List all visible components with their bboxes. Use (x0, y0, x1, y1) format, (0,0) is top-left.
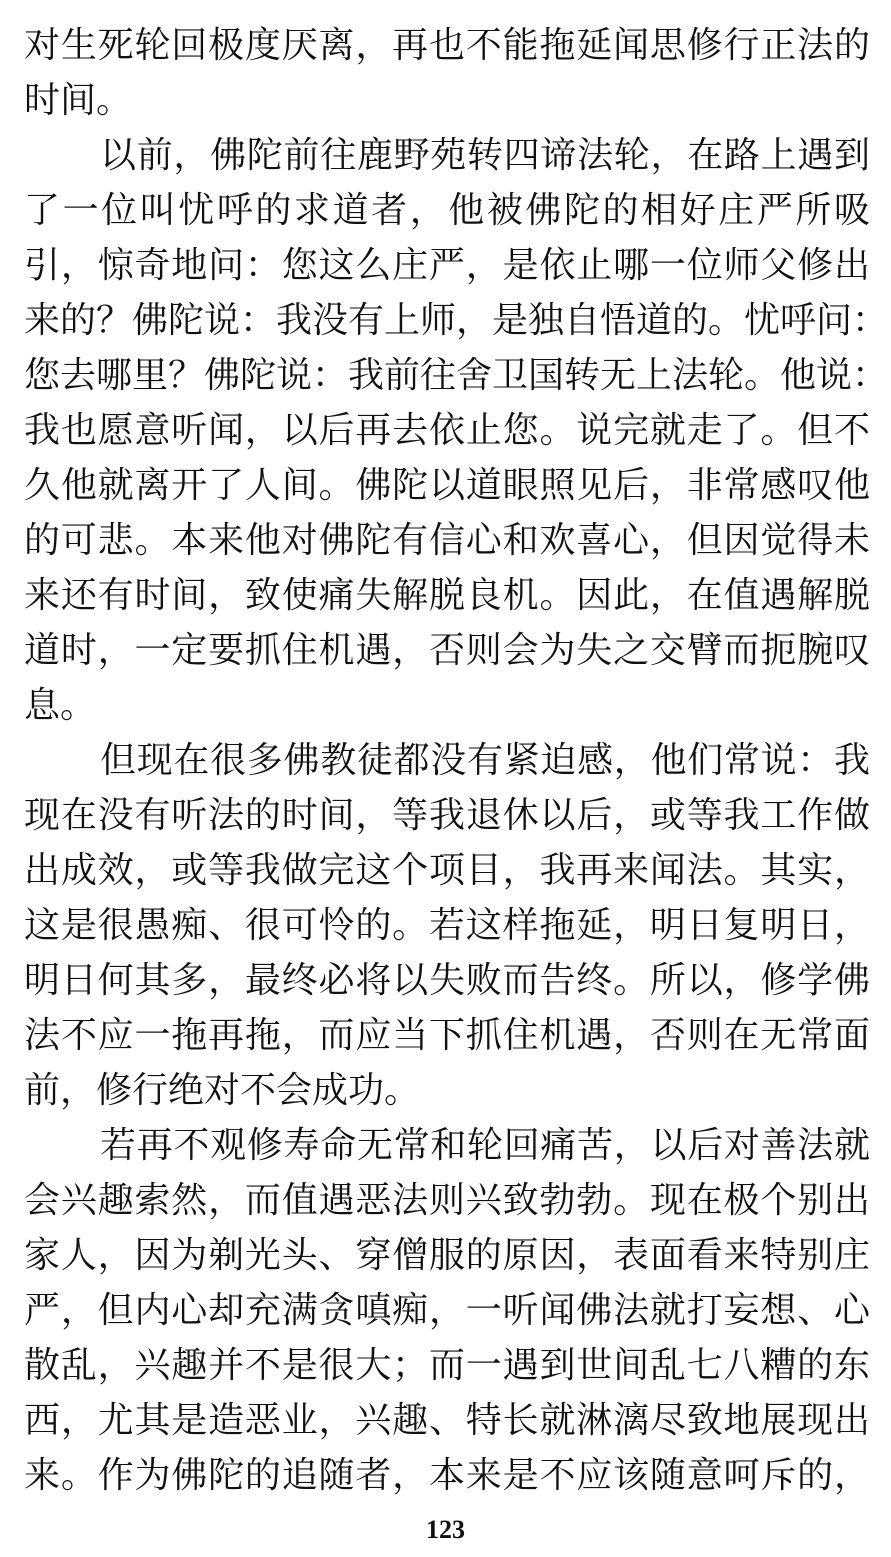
text-line: 我也愿意听闻，以后再去依止您。说完就走了。但不 (24, 410, 870, 451)
text-line: 对生死轮回极度厌离，再也不能拖延闻思修行正法的 (24, 25, 870, 66)
paragraph-1 (24, 18, 870, 128)
text-line: 的可悲。本来他对佛陀有信心和欢喜心，但因觉得未 (24, 520, 870, 561)
text-line: 道时，一定要抓住机遇，否则会为失之交臂而扼腕叹 (24, 630, 870, 671)
text-line: 但现在很多佛教徒都没有紧迫感，他们常说：我 (100, 740, 870, 781)
text-line: 家人，因为剃光头、穿僧服的原因，表面看来特别庄 (24, 1235, 870, 1276)
text-line: 会兴趣索然，而值遇恶法则兴致勃勃。现在极个别出 (24, 1180, 870, 1221)
text-line: 来还有时间，致使痛失解脱良机。因此，在值遇解脱 (24, 575, 870, 616)
paragraph-2 (24, 128, 889, 733)
page-number: 123 (426, 1515, 465, 1544)
text-line: 以前，佛陀前往鹿野苑转四谛法轮，在路上遇到 (100, 135, 870, 176)
text-line: 明日何其多，最终必将以失败而告终。所以，修学佛 (24, 960, 870, 1001)
text-line: 散乱，兴趣并不是很大；而一遇到世间乱七八糟的东 (24, 1345, 870, 1386)
text-line: 时间。 (24, 80, 133, 121)
text-line: 现在没有听法的时间，等我退休以后，或等我工作做 (24, 795, 870, 836)
text-line: 久他就离开了人间。佛陀以道眼照见后，非常感叹他 (24, 465, 870, 506)
text-line: 来。作为佛陀的追随者，本来是不应该随意呵斥的， (24, 1455, 870, 1496)
text-line: 来的？佛陀说：我没有上师，是独自悟道的。忧呼问： (24, 300, 889, 341)
text-line: 息。 (24, 685, 97, 726)
text-line: 若再不观修寿命无常和轮回痛苦，以后对善法就 (100, 1125, 870, 1166)
text-line: 法不应一拖再拖，而应当下抓住机遇，否则在无常面 (24, 1015, 870, 1056)
text-line: 引，惊奇地问：您这么庄严，是依止哪一位师父修出 (24, 245, 870, 286)
text-line: 严，但内心却充满贪嗔痴，一听闻佛法就打妄想、心 (24, 1290, 870, 1331)
text-line: 了一位叫忧呼的求道者，他被佛陀的相好庄严所吸 (24, 190, 870, 231)
text-line: 前，修行绝对不会成功。 (24, 1070, 421, 1111)
page-body (24, 18, 889, 1503)
paragraph-3 (24, 733, 870, 1118)
text-line: 您去哪里？佛陀说：我前往舍卫国转无上法轮。他说： (24, 355, 889, 396)
text-line: 这是很愚痴、很可怜的。若这样拖延，明日复明日， (24, 905, 870, 946)
paragraph-4 (24, 1118, 870, 1503)
text-line: 西，尤其是造恶业，兴趣、特长就淋漓尽致地展现出 (24, 1400, 870, 1441)
text-line: 出成效，或等我做完这个项目，我再来闻法。其实， (24, 850, 870, 891)
